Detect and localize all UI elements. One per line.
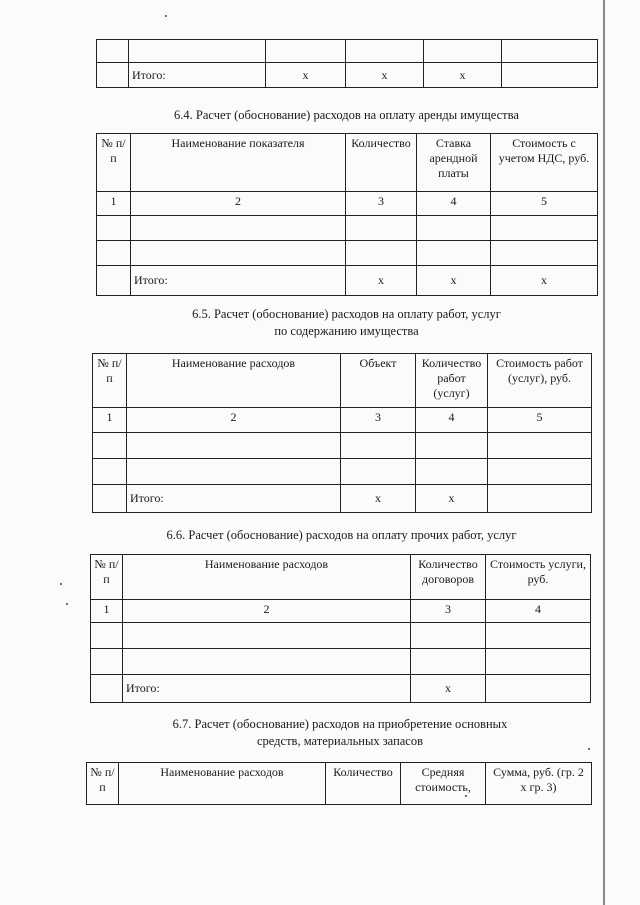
header-quantity: Количество — [326, 763, 401, 805]
x-mark: х — [416, 485, 488, 513]
column-number: 2 — [123, 600, 411, 623]
x-mark: х — [346, 63, 424, 88]
table-row — [97, 241, 598, 266]
total-label: Итого: — [123, 675, 411, 703]
x-mark: х — [424, 63, 502, 88]
table-row — [91, 623, 591, 649]
header-cost: Стоимость с учетом НДС, руб. — [491, 134, 598, 192]
header-work-quantity: Количество работ (услуг) — [416, 354, 488, 408]
section-6-7-title-line1: 6.7. Расчет (обоснование) расходов на приобретение основных — [172, 717, 508, 731]
column-number: 1 — [93, 408, 127, 433]
section-6-5-title — [96, 306, 597, 340]
section-6-7-title — [90, 716, 590, 750]
header-name: Наименование расходов — [123, 555, 411, 600]
header-row — [91, 555, 591, 600]
section-6-4-title: 6.4. Расчет (обоснование) расходов на оплату аренды имущества — [174, 108, 519, 122]
section-6-5-title-line2: по содержанию имущества — [274, 324, 419, 338]
header-contracts: Количество договоров — [411, 555, 486, 600]
section-6-6-title: 6.6. Расчет (обоснование) расходов на оплату прочих работ, услуг — [166, 528, 517, 542]
column-number-row — [93, 408, 592, 433]
x-mark: х — [417, 266, 491, 296]
header-rate: Ставка арендной платы — [417, 134, 491, 192]
scan-speck — [165, 15, 167, 17]
column-number: 5 — [491, 192, 598, 216]
column-number-row — [91, 600, 591, 623]
table-6-6 — [90, 554, 591, 703]
header-sum: Сумма, руб. (гр. 2 х гр. 3) — [486, 763, 592, 805]
total-label: Итого: — [127, 485, 341, 513]
table-6-7 — [86, 762, 592, 805]
column-number: 3 — [346, 192, 417, 216]
table-6-5 — [92, 353, 592, 513]
header-work-cost: Стоимость работ (услуг), руб. — [488, 354, 592, 408]
section-6-5-title-line1: 6.5. Расчет (обоснование) расходов на оплату работ, услуг — [192, 307, 501, 321]
total-row — [93, 485, 592, 513]
column-number: 3 — [411, 600, 486, 623]
header-name: Наименование расходов — [119, 763, 326, 805]
column-number: 5 — [488, 408, 592, 433]
x-mark: х — [411, 675, 486, 703]
header-num: № п/п — [93, 354, 127, 408]
total-row — [97, 266, 598, 296]
x-mark: х — [341, 485, 416, 513]
total-row — [97, 63, 598, 88]
x-mark: х — [491, 266, 598, 296]
table-row — [93, 459, 592, 485]
table-row — [91, 649, 591, 675]
table-row — [93, 433, 592, 459]
column-number: 4 — [416, 408, 488, 433]
column-number: 1 — [97, 192, 131, 216]
header-name: Наименование расходов — [127, 354, 341, 408]
scan-speck — [60, 583, 62, 585]
table-6-4 — [96, 133, 598, 296]
column-number: 2 — [127, 408, 341, 433]
column-number: 3 — [341, 408, 416, 433]
scan-speck — [66, 603, 68, 605]
column-number: 4 — [417, 192, 491, 216]
scan-edge-line — [603, 0, 605, 905]
column-number-row — [97, 192, 598, 216]
x-mark: х — [346, 266, 417, 296]
column-number: 2 — [131, 192, 346, 216]
section-6-7-title-line2: средств, материальных запасов — [256, 734, 424, 748]
x-mark: х — [266, 63, 346, 88]
header-row — [93, 354, 592, 408]
column-number: 1 — [91, 600, 123, 623]
header-name: Наименование показателя — [131, 134, 346, 192]
total-row — [91, 675, 591, 703]
previous-table-fragment — [96, 39, 598, 88]
column-number: 4 — [486, 600, 591, 623]
header-num: № п/п — [91, 555, 123, 600]
header-num: № п/п — [97, 134, 131, 192]
header-average-cost: Средняя стоимость, — [401, 763, 486, 805]
header-service-cost: Стоимость услуги, руб. — [486, 555, 591, 600]
header-num: № п/п — [87, 763, 119, 805]
total-label: Итого: — [129, 63, 266, 88]
table-row — [97, 216, 598, 241]
header-object: Объект — [341, 354, 416, 408]
header-row — [97, 134, 598, 192]
table-row — [97, 40, 598, 63]
total-label: Итого: — [131, 266, 346, 296]
header-row — [87, 763, 592, 805]
header-quantity: Количество — [346, 134, 417, 192]
